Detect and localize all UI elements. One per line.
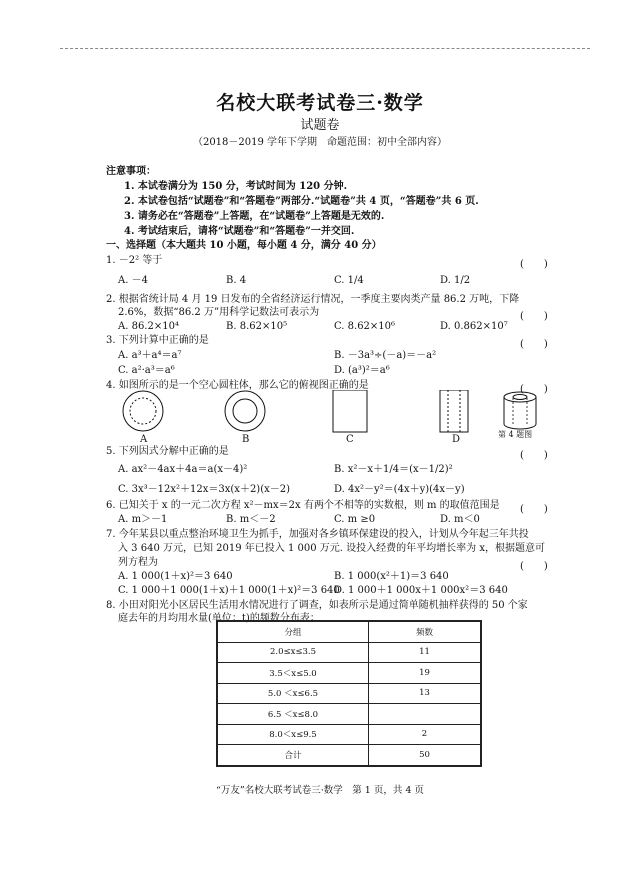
- q5-option-b: B. x²－x＋1/4＝(x－1/2)²: [334, 464, 453, 475]
- table-row: [217, 642, 481, 663]
- q7-stem-line3: 列方程为: [118, 557, 158, 568]
- q2-option-a: A. 86.2×10⁴: [118, 321, 179, 332]
- top-dashed-line: [60, 48, 590, 49]
- table-row: [217, 663, 481, 684]
- exam-scope: （2018－2019 学年下学期 命题范围：初中全部内容）: [192, 137, 448, 148]
- table-cell: 6.5 ＜x≤8.0: [217, 704, 369, 725]
- q2-option-d: D. 0.862×10⁷: [440, 321, 508, 332]
- q7-stem-line1: 7. 今年某县以重点整治环境卫生为抓手，加强对各乡镇环保建设的投入，计划从今年起三年共投: [106, 529, 529, 540]
- q4-label-c: C: [346, 434, 354, 445]
- figure-d-icon: [440, 390, 468, 432]
- table-header-cell: 分组: [217, 621, 369, 642]
- q2-stem-line2: 2.6%，数据“86.2 万”用科学记数法可表示为: [118, 307, 320, 318]
- q4-label-d: D: [452, 434, 461, 445]
- q4-stem: 4. 如图所示的是一个空心圆柱体，那么它的俯视图正确的是: [106, 380, 369, 391]
- answer-paren: ( ): [520, 450, 548, 461]
- table-cell: 2: [369, 724, 482, 745]
- notice-heading: 注意事项：: [106, 166, 156, 177]
- table-cell: 50: [369, 745, 482, 766]
- page-footer: “万友”名校大联考试卷三·数学 第 1 页，共 4 页: [216, 785, 424, 796]
- table-row: [217, 745, 481, 766]
- q6-option-c: C. m ≥0: [334, 514, 376, 525]
- figure-a-icon: [123, 391, 163, 431]
- answer-paren: ( ): [520, 339, 548, 350]
- page-title: 名校大联考试卷三·数学: [216, 92, 424, 114]
- figure-c-icon: [333, 390, 367, 432]
- frequency-table: [216, 620, 482, 767]
- q1-option-b: B. 4: [226, 275, 247, 286]
- q4-label-a: A: [140, 434, 148, 445]
- q3-stem: 3. 下列计算中正确的是: [106, 335, 209, 346]
- q6-option-d: D. m＜0: [440, 514, 480, 525]
- q2-option-b: B. 8.62×10⁵: [226, 321, 288, 332]
- section-heading: 一、选择题（本大题共 10 小题，每小题 4 分，满分 40 分）: [106, 240, 382, 251]
- notice-item: 2. 本试卷包括“试题卷”和“答题卷”两部分.“试题卷”共 4 页，“答题卷”共 6 页.: [124, 196, 479, 207]
- q8-stem-line1: 8. 小田对阳光小区居民生活用水情况进行了调查，如表所示是通过简单随机抽样获得的 50 个家: [106, 600, 528, 611]
- q5-option-d: D. 4x²－y²＝(4x＋y)(4x－y): [334, 484, 465, 495]
- q7-option-a: A. 1 000(1＋x)²＝3 640: [118, 571, 233, 582]
- q5-option-a: A. ax²－4ax＋4a＝a(x－4)²: [118, 464, 248, 475]
- q3-option-b: B. －3a³÷(－a)＝－a²: [334, 350, 437, 361]
- table-cell: 合计: [217, 745, 369, 766]
- q1-option-a: A. －4: [118, 275, 148, 286]
- table-header-row: [217, 621, 481, 642]
- table-cell: 2.0≤x≤3.5: [217, 642, 369, 663]
- q8-stem-line2: 庭去年的月均用水量(单位：t)的频数分布表：: [118, 613, 320, 624]
- q7-stem-line2: 入 3 640 万元，已知 2019 年已投入 1 000 万元. 设投入经费的年平均增长率为 x，根据题意可: [118, 543, 545, 554]
- answer-paren: ( ): [520, 259, 548, 270]
- page-subtitle: 试题卷: [300, 118, 340, 133]
- q4-label-b: B: [242, 434, 250, 445]
- q2-stem-line1: 2. 根据省统计局 4 月 19 日发布的全省经济运行情况，一季度主要肉类产量 86.2 万吨，下降: [106, 294, 520, 305]
- q3-option-c: C. a²·a³＝a⁶: [118, 365, 175, 376]
- table-row: [217, 704, 481, 725]
- table-cell: [369, 704, 482, 725]
- table-cell: 19: [369, 663, 482, 684]
- table-row: [217, 683, 481, 704]
- hollow-cylinder-icon: [504, 392, 536, 429]
- q1-stem: 1. －2² 等于: [106, 255, 163, 266]
- table-cell: 13: [369, 683, 482, 704]
- answer-paren: ( ): [520, 504, 548, 515]
- table-cell: 11: [369, 642, 482, 663]
- q6-stem: 6. 已知关于 x 的一元二次方程 x²－mx＝2x 有两个不相等的实数根，则 m 的取值范围是: [106, 500, 500, 511]
- table-header-cell: 频数: [369, 621, 482, 642]
- q2-option-c: C. 8.62×10⁶: [334, 321, 396, 332]
- q4-figures: [110, 390, 550, 450]
- q1-option-c: C. 1/4: [334, 275, 364, 286]
- notice-item: 3. 请务必在“答题卷”上答题，在“试题卷”上答题是无效的.: [124, 211, 385, 222]
- table-cell: 8.0＜x≤9.5: [217, 724, 369, 745]
- q5-option-c: C. 3x³－12x²＋12x＝3x(x＋2)(x－2): [118, 484, 291, 495]
- answer-paren: ( ): [520, 311, 548, 322]
- q7-option-c: C. 1 000＋1 000(1＋x)＋1 000(1＋x)²＝3 640: [118, 585, 340, 596]
- q6-option-a: A. m＞－1: [118, 514, 168, 525]
- q7-option-d: D. 1 000＋1 000x＋1 000x²＝3 640: [334, 585, 508, 596]
- q1-option-d: D. 1/2: [440, 275, 471, 286]
- figure-b-icon: [225, 391, 265, 431]
- q4-figure-caption: 第 4 题图: [498, 430, 533, 439]
- notice-item: 4. 考试结束后，请将“试题卷”和“答题卷”一并交回.: [124, 226, 355, 237]
- answer-paren: ( ): [520, 384, 548, 395]
- table-cell: 3.5＜x≤5.0: [217, 663, 369, 684]
- notice-item: 1. 本试卷满分为 150 分，考试时间为 120 分钟.: [124, 181, 348, 192]
- q5-stem: 5. 下列因式分解中正确的是: [106, 446, 229, 457]
- q3-option-d: D. (a³)²＝a⁶: [334, 365, 390, 376]
- table-cell: 5.0 ＜x≤6.5: [217, 683, 369, 704]
- answer-paren: ( ): [520, 561, 548, 572]
- q6-option-b: B. m＜－2: [226, 514, 276, 525]
- table-row: [217, 724, 481, 745]
- q3-option-a: A. a³＋a⁴＝a⁷: [118, 350, 182, 361]
- q7-option-b: B. 1 000(x²＋1)＝3 640: [334, 571, 449, 582]
